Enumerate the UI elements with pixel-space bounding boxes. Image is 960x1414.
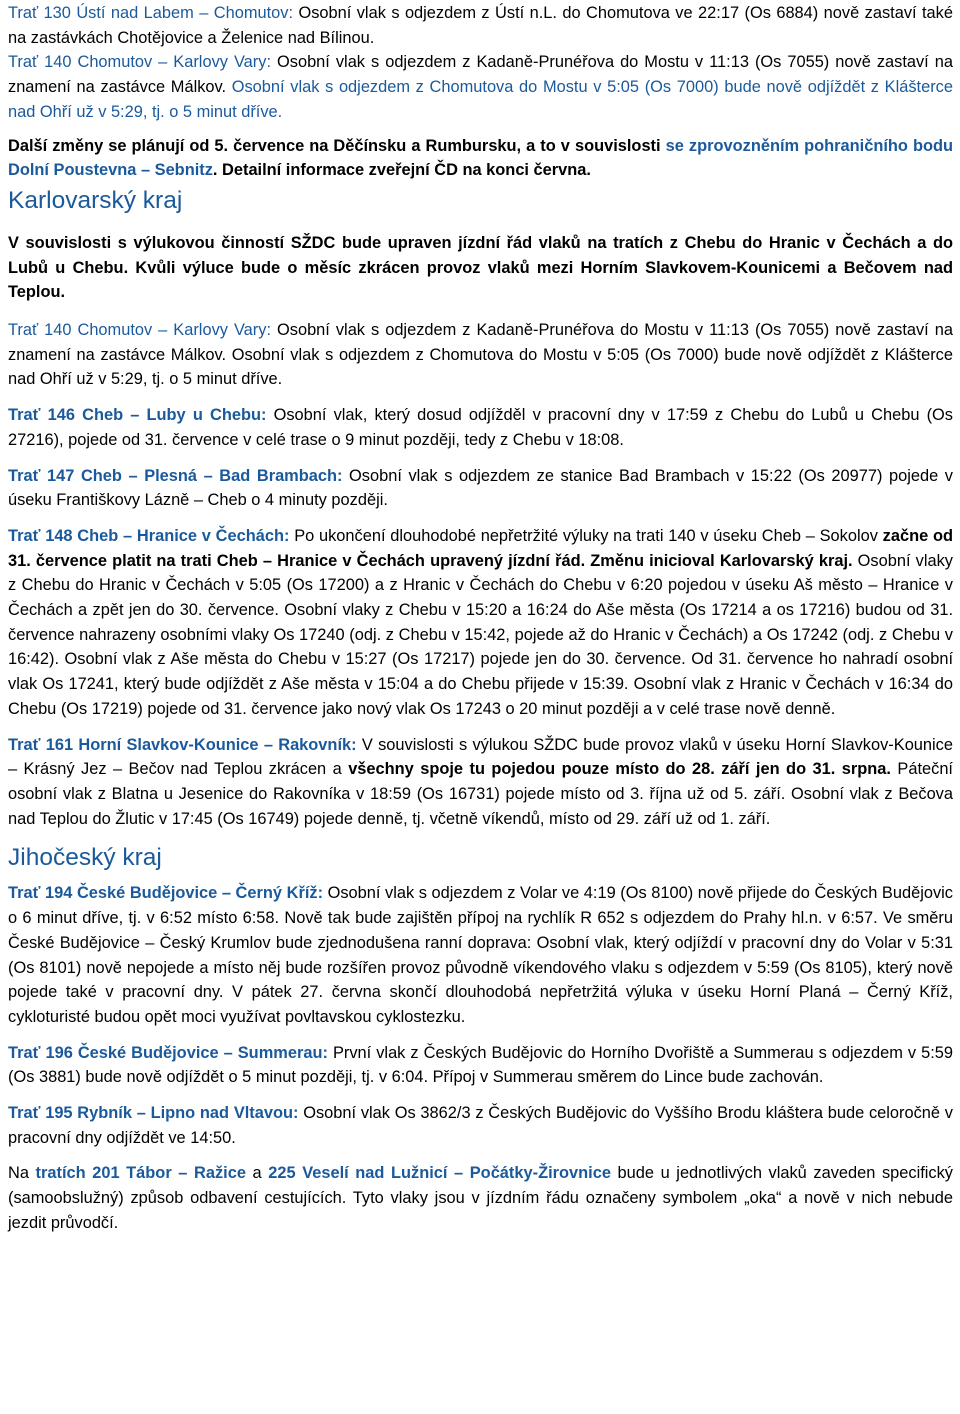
- route-heading: Trať 140 Chomutov – Karlovy Vary:: [8, 321, 271, 340]
- route-heading: Trať 148 Cheb – Hranice v Čechách:: [8, 526, 290, 545]
- paragraph-text: Po ukončení dlouhodobé nepřetržité výluky na trati 140 v úseku Cheb – Sokolov: [289, 526, 883, 545]
- paragraph-text-highlight: Osobní vlak s odjezdem z Chomutova do Mostu v 5:05 (Os 7000) bude nově odjíždět z Klášterce nad Ohří už v 5:29, tj. o 5 minut dříve.: [8, 78, 953, 121]
- bold-text: všechny spoje tu pojedou pouze místo do 28. září jen do 31. srpna.: [348, 760, 891, 779]
- route-heading: Trať 146 Cheb – Luby u Chebu:: [8, 406, 267, 425]
- paragraph-text: Osobní vlak s odjezdem z Volar ve 4:19 (Os 8100) nově přijede do Českých Budějovic o 6 minut dříve, tj. v 6:52 místo 6:58. Nově tak bude zajištěn přípoj na rychlík R 652 s odjezdem do Prahy hl.n. v 6:57. Ve směru České Budějovice – Český Krumlov bude zjednodušena ranní doprava: Osobní vlak, který odjíždí v pracovní dny do Volar v 5:31 (Os 8101) nově nepojede a místo něj bude rozšířen provoz původně víkendového vlaku s odjezdem v 5:59 (Os 8105), který nově pojede také v pracovní dny. V pátek 27. června skončí dlouhodobá nepřetržitá výluka v úseku Horní Planá – Černý Kříž, cykloturisté budou opět moci využívat povltavskou cyklostezku.: [8, 884, 953, 1026]
- route-heading: Trať 161 Horní Slavkov-Kounice – Rakovník:: [8, 735, 357, 754]
- route-heading: Trať 194 České Budějovice – Černý Kříž:: [8, 884, 324, 903]
- paragraph-trat-201-225: [8, 1161, 953, 1235]
- sebnitz-link[interactable]: se zprovozněním pohraničního bodu Dolní Poustevna – Sebnitz: [8, 136, 954, 180]
- route-heading: 225 Veselí nad Lužnicí – Počátky-Žirovnice: [268, 1164, 611, 1183]
- paragraph-text: Osobní vlak s odjezdem z Kadaně-Prunéřova do Mostu v 11:13 (Os 7055) nově zastaví na znamení na zastávce Málkov.: [8, 321, 953, 364]
- paragraph-trat-194: [8, 881, 953, 1029]
- paragraph-text: V souvislosti s výlukou SŽDC bude provoz vlaků v úseku Horní Slavkov-Kounice – Krásný Jez – Bečov nad Teplou zkrácen a: [8, 735, 953, 779]
- paragraph-vyluka-intro: [8, 231, 953, 305]
- paragraph-trat-140-usti: [8, 50, 953, 124]
- paragraph-text: Osobní vlak s odjezdem z Chomutova do Mostu v 5:05 (Os 7000) bude nově odjíždět z Klášterce nad Ohří už v 5:29, tj. o 5 minut dříve.: [8, 345, 953, 389]
- bold-text: Další změny se plánují od 5. července na Děčínsku a Rumbursku, a to v souvislosti: [8, 136, 666, 155]
- paragraph-trat-147: [8, 464, 953, 513]
- paragraph-text: bude u jednotlivých vlaků zaveden specifický (samoobslužný) způsob odbavení cestujících. Tyto vlaky jsou v jízdním řádu označeny symbolem „oka“ a nově v nich nebude jezdit průvodčí.: [8, 1164, 953, 1232]
- paragraph-text: a: [245, 1164, 269, 1183]
- paragraph-trat-196: [8, 1041, 953, 1090]
- route-heading: Trať 140 Chomutov – Karlovy Vary:: [8, 53, 271, 72]
- paragraph-trat-195: [8, 1101, 953, 1150]
- route-heading: Trať 130 Ústí nad Labem – Chomutov:: [8, 4, 294, 22]
- bold-text: začne od 31. července platit na trati Cheb – Hranice v Čechách upravený jízdní řád. Změnu inicioval Karlovarský kraj.: [8, 526, 953, 570]
- paragraph-text: Osobní vlaky z Chebu do Hranic v Čechách v 5:05 (Os 17200) a z Hranic v Čechách do Chebu v 6:20 pojedou v úseku Aš město – Hranice v Čechách a zpět jen do 30. července. Osobní vlaky z Chebu v 15:20 a 16:24 do Aše města (Os 17214 a os 17216) budou od 31. července nahrazeny osobními vlaky Os 17240 (odj. z Chebu v 15:42, pojede až do Hranic v Čechách) a Os 17242 (odj. z Chebu v 16:42). Osobní vlak z Aše města do Chebu v 15:27 (Os 17217) pojede jen do 30. července. Od 31. července ho nahradí osobní vlak Os 17241, který bude odjíždět z Aše města v 15:04 a do Chebu přijede v 15:39. Osobní vlak z Hranic v Čechách v 16:34 do Chebu (Os 17219) pojede od 31. července jako nový vlak Os 17243 o 20 minut později a v celé trase nově denně.: [8, 551, 953, 718]
- paragraph-text: První vlak z Českých Budějovic do Horního Dvořiště a Summerau s odjezdem v 5:59 (Os 3881) bude nově odjíždět o 5 minut později, tj. v 6:04. Přípoj v Summerau směrem do Lince bude zachován.: [8, 1043, 954, 1087]
- bold-text: . Detailní informace zveřejní ČD na konci června.: [212, 161, 591, 180]
- bold-text: V souvislosti s výlukovou činností SŽDC bude upraven jízdní řád vlaků na tratích z Chebu do Hranic v Čechách a do Lubů u Chebu.: [8, 233, 953, 277]
- paragraph-text: Osobní vlak, který dosud odjížděl v pracovní dny v 17:59 z Chebu do Lubů u Chebu (Os 27216), pojede od 31. července v celé trase o 9 minut později, tedy z Chebu v 18:08.: [8, 406, 953, 449]
- paragraph-text: Osobní vlak s odjezdem z Kadaně-Prunéřova do Mostu v 11:13 (Os 7055) nově zastaví na znamení na zastávce Málkov.: [8, 53, 953, 97]
- paragraph-trat-130: [8, 1, 953, 50]
- bold-text: Kvůli výluce bude o měsíc zkrácen provoz vlaků mezi Horním Slavkovem-Kounicemi a Bečovem nad Teplou.: [8, 258, 953, 302]
- route-heading: Trať 196 České Budějovice – Summerau:: [8, 1043, 328, 1062]
- paragraph-text: Osobní vlak s odjezdem ze stanice Bad Brambach v 15:22 (Os 20977) pojede v úseku Františkovy Lázně – Cheb o 4 minuty později.: [8, 466, 953, 510]
- paragraph-text: Na: [8, 1164, 36, 1183]
- route-heading: Trať 147 Cheb – Plesná – Bad Brambach:: [8, 466, 343, 485]
- paragraph-trat-146: [8, 403, 953, 452]
- paragraph-text: Osobní vlak Os 3862/3 z Českých Budějovic do Vyššího Brodu kláštera bude celoročně v pracovní dny odjíždět ve 14:50.: [8, 1104, 953, 1147]
- paragraph-text: Osobní vlak s odjezdem z Ústí n.L. do Chomutova ve 22:17 (Os 6884) nově zastaví také na zastávkách Chotějovice a Želenice nad Bílinou.: [8, 4, 953, 47]
- route-heading: Trať 195 Rybník – Lipno nad Vltavou:: [8, 1104, 299, 1123]
- paragraph-trat-140-karlovarsky: [8, 318, 953, 392]
- section-heading-jihocesky: Jihočeský kraj: [8, 844, 162, 872]
- paragraph-dalsi-zmeny: [8, 134, 953, 183]
- section-heading-karlovarsky: Karlovarský kraj: [8, 186, 183, 214]
- route-heading: tratích 201 Tábor – Ražice: [35, 1164, 246, 1183]
- paragraph-text: Páteční osobní vlak z Blatna u Jesenice do Rakovníka v 18:59 (Os 16731) pojede místo od 3. října už od 5. září. Osobní vlak z Bečova nad Teplou do Žlutic v 17:45 (Os 16749) pojede denně, tj. včetně víkendů, místo od 29. září už od 1. září.: [8, 760, 953, 828]
- paragraph-trat-161: [8, 733, 953, 832]
- paragraph-trat-148: [8, 524, 953, 722]
